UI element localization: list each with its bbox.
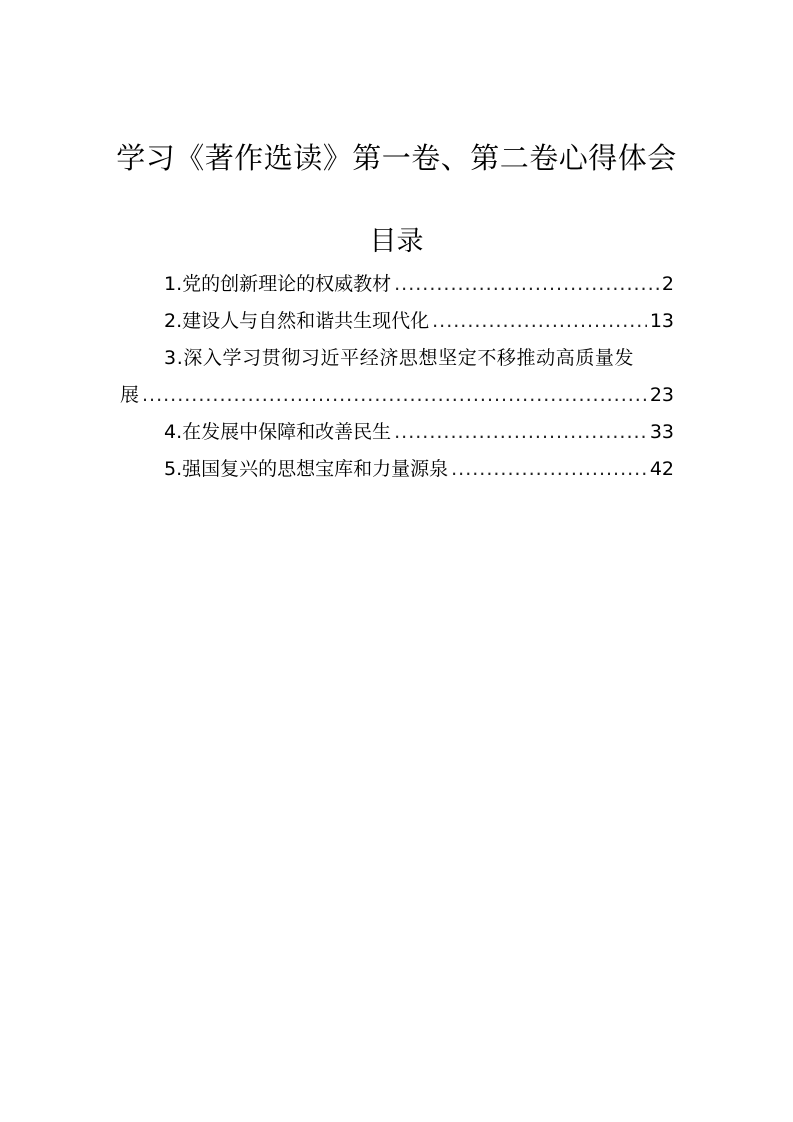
toc-entry-title: 1.党的创新理论的权威教材 xyxy=(164,273,392,295)
toc-page-number: 2 xyxy=(661,273,674,295)
toc-entry-3[interactable] xyxy=(120,340,674,414)
toc-entry-title: 4.在发展中保障和改善民生 xyxy=(164,421,392,443)
toc-entry-title-line1: 3.深入学习贯彻习近平经济思想坚定不移推动高质量发 xyxy=(164,347,635,369)
toc-page-number: 42 xyxy=(649,458,674,480)
document-title: 学习《著作选读》第一卷、第二卷心得体会 xyxy=(116,141,677,175)
toc-entry-1[interactable] xyxy=(120,266,674,303)
toc-page-number: 13 xyxy=(649,310,674,332)
toc-dot-leader xyxy=(432,303,647,340)
toc-entry-2[interactable] xyxy=(120,303,674,340)
toc-entry-3-last-line xyxy=(120,377,674,414)
toc-page-number: 33 xyxy=(649,421,674,443)
toc-entry-title: 2.建设人与自然和谐共生现代化 xyxy=(164,310,430,332)
table-of-contents xyxy=(120,266,674,488)
toc-dot-leader xyxy=(451,451,647,488)
toc-entry-5[interactable] xyxy=(120,451,674,488)
toc-entry-4[interactable] xyxy=(120,414,674,451)
toc-heading: 目录 xyxy=(369,226,424,257)
toc-dot-leader xyxy=(142,377,647,414)
toc-dot-leader xyxy=(394,266,659,303)
toc-entry-title-line2: 展 xyxy=(120,384,140,406)
toc-dot-leader xyxy=(394,414,647,451)
toc-entry-title: 5.强国复兴的思想宝库和力量源泉 xyxy=(164,458,449,480)
toc-page-number: 23 xyxy=(649,384,674,406)
